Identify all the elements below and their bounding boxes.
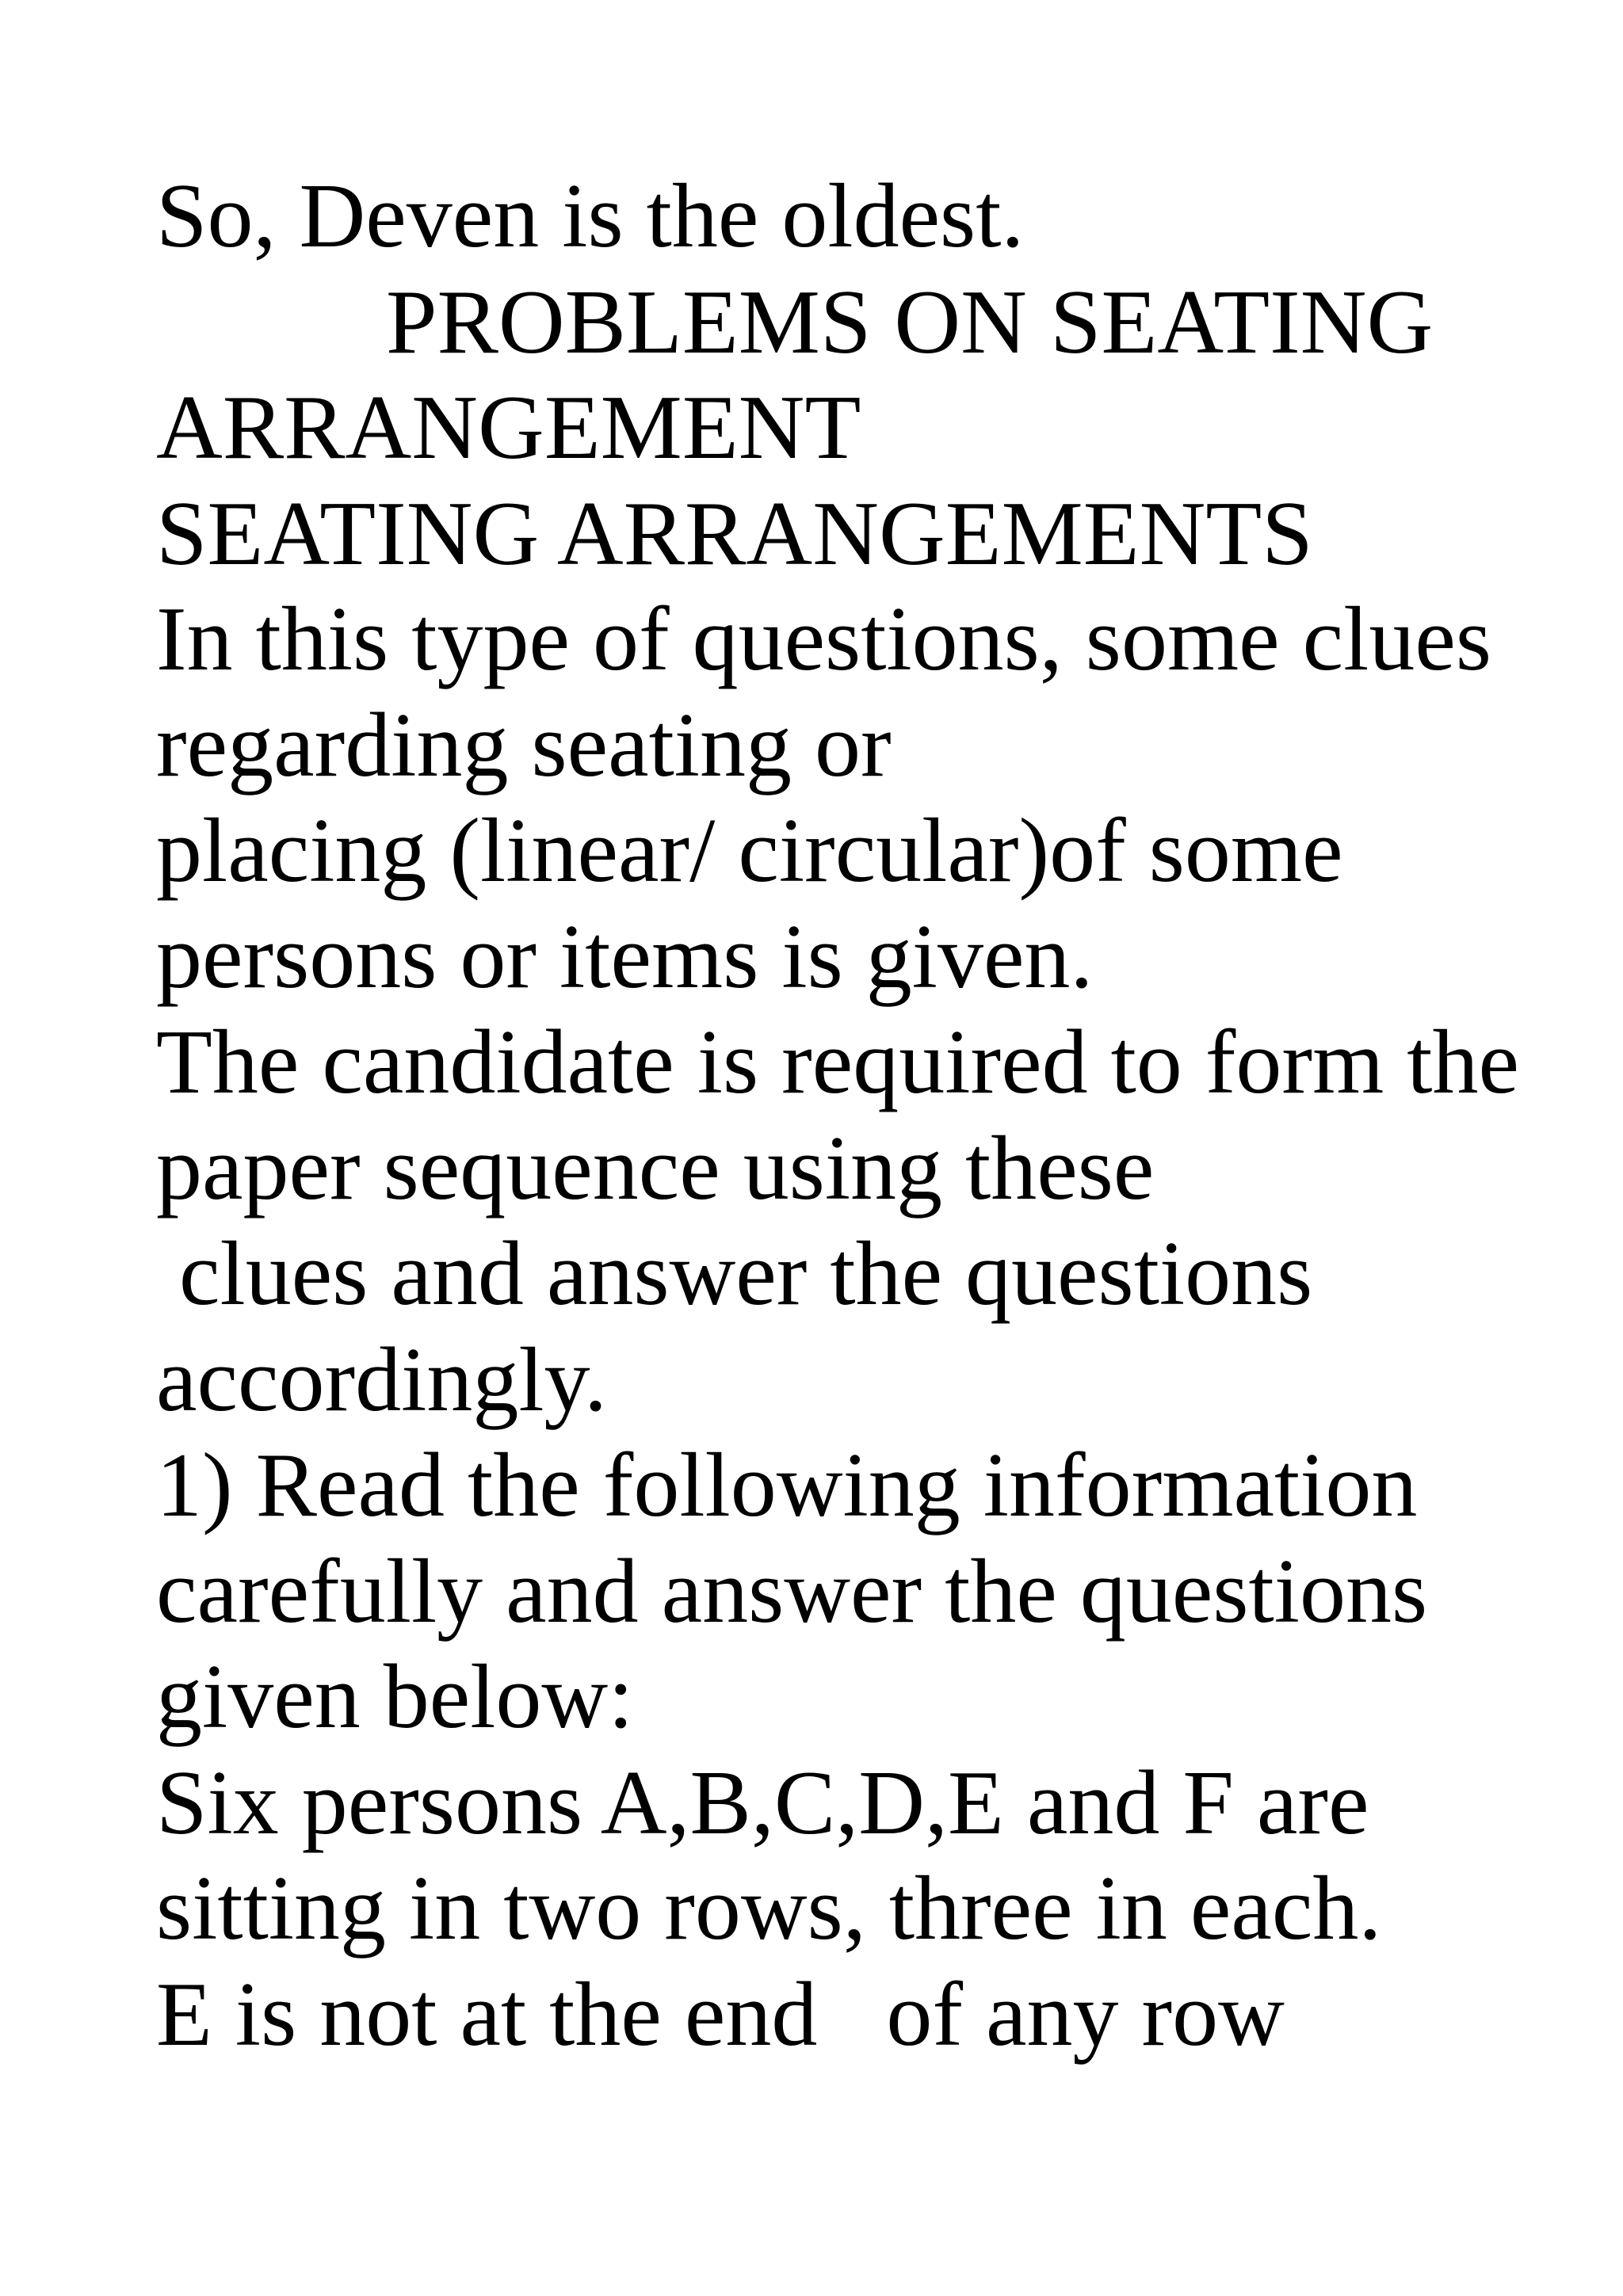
text-line: clues and answer the questions (156, 1223, 1313, 1325)
text-line: placing (linear/ circular)of some (156, 800, 1343, 902)
subheading: SEATING ARRANGEMENTS (156, 482, 1313, 585)
question-text-line: carefully and answer the questions (156, 1540, 1428, 1642)
text-line: In this type of questions, some clues (156, 589, 1492, 690)
section-heading-line-2: ARRANGEMENT (156, 377, 861, 479)
text-line: regarding seating or (156, 694, 892, 796)
question-text-line: Six persons A,B,C,D,E and F are (156, 1752, 1369, 1854)
question-text-line: E is not at the end of any row (156, 1963, 1285, 2065)
text-line: paper sequence using these (156, 1117, 1155, 1219)
text-line: So, Deven is the oldest. (156, 166, 1025, 267)
question-text-line: 1) Read the following information (156, 1435, 1418, 1536)
text-line: accordingly. (156, 1329, 608, 1431)
text-line: persons or items is given. (156, 906, 1094, 1008)
question-text-line: sitting in two rows, three in each. (156, 1858, 1382, 1959)
text-line: The candidate is required to form the (156, 1012, 1520, 1113)
section-heading-line-1: PROBLEMS ON SEATING (156, 271, 1434, 373)
question-text-line: given below: (156, 1646, 634, 1748)
document-text (156, 164, 1583, 2068)
